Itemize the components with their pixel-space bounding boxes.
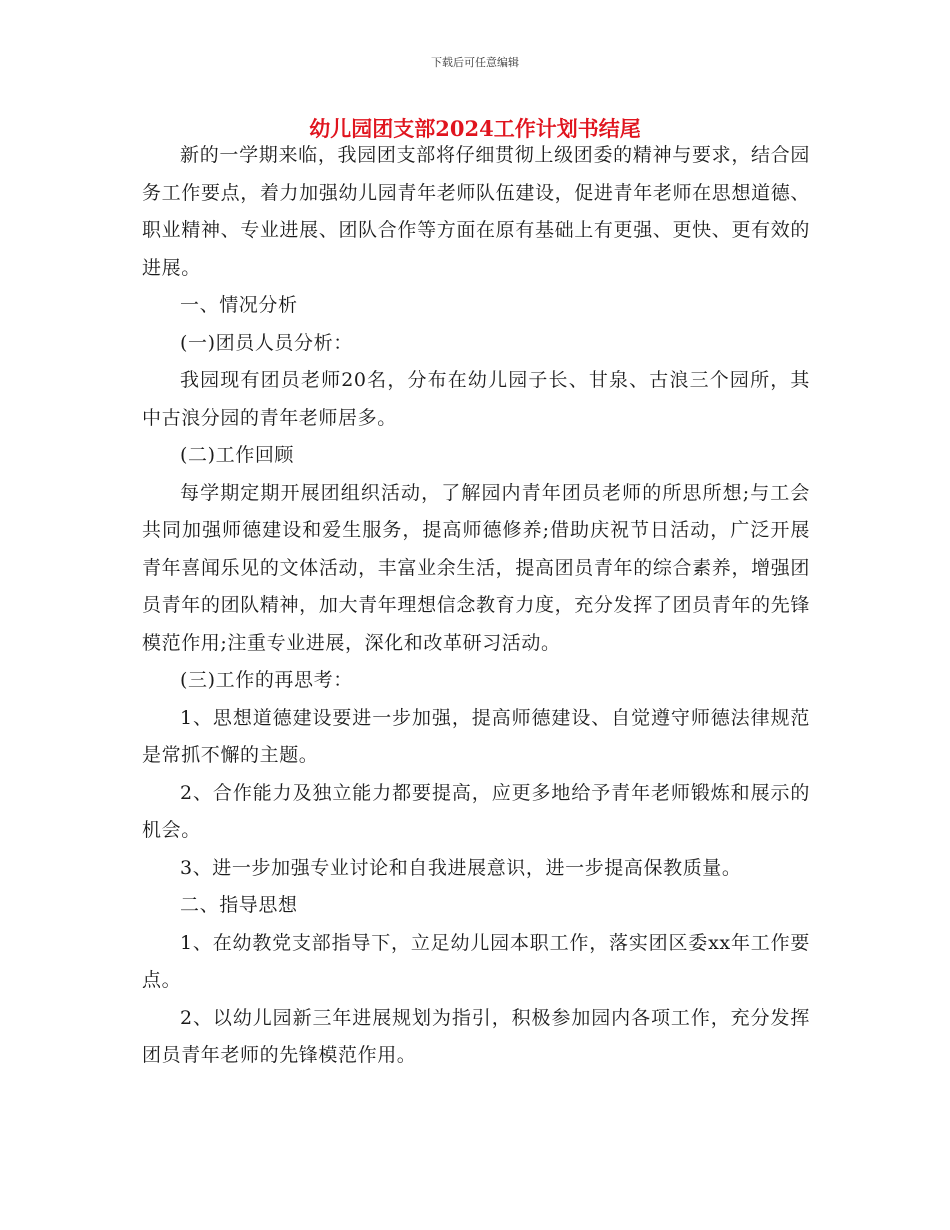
subsection-heading-members: (一)团员人员分析： xyxy=(180,331,353,354)
paragraph-intro: 新的一学期来临，我园团支部将仔细贯彻上级团委的精神与要求，结合园务工作要点，着力加强幼儿园青年老师队伍建设，促进青年老师在思想道德、职业精神、专业进展、团队合作等方面在原有基础上有更强、更快、更有效的进展。 xyxy=(142,144,810,279)
document-body xyxy=(142,137,810,1075)
document-title: 幼儿园团支部2024工作计划书结尾 xyxy=(309,116,641,141)
list-item-guiding-1: 1、在幼教党支部指导下，立足幼儿园本职工作，落实团区委xx年工作要点。 xyxy=(142,931,810,991)
paragraph-review: 每学期定期开展团组织活动，了解园内青年团员老师的所思所想;与工会共同加强师德建设和爱生服务，提高师德修养;借助庆祝节日活动，广泛开展青年喜闻乐见的文体活动，丰富业余生活，提高团员青年的综合素养，增强团员青年的团队精神，加大青年理想信念教育力度，充分发挥了团员青年的先锋模范作用;注重专业进展，深化和改革研习活动。 xyxy=(142,481,810,654)
page-header-note: 下载后可任意编辑 xyxy=(431,56,519,69)
paragraph-members: 我园现有团员老师20名，分布在幼儿园子长、甘泉、古浪三个园所，其中古浪分园的青年老师居多。 xyxy=(142,369,810,429)
list-item-rethink-1: 1、思想道德建设要进一步加强，提高师德建设、自觉遵守师德法律规范是常抓不懈的主题。 xyxy=(142,706,810,766)
list-item-rethink-3: 3、进一步加强专业讨论和自我进展意识，进一步提高保教质量。 xyxy=(180,856,742,879)
subsection-heading-rethink: (三)工作的再思考： xyxy=(180,669,353,691)
subsection-heading-review: (二)工作回顾 xyxy=(180,444,295,466)
list-item-rethink-2: 2、合作能力及独立能力都要提高，应更多地给予青年老师锻炼和展示的机会。 xyxy=(142,781,810,841)
section-heading-guiding: 二、指导思想 xyxy=(180,894,298,916)
section-heading-situation: 一、情况分析 xyxy=(180,294,298,316)
list-item-guiding-2: 2、以幼儿园新三年进展规划为指引，积极参加园内各项工作，充分发挥团员青年老师的先锋模范作用。 xyxy=(142,1006,810,1066)
